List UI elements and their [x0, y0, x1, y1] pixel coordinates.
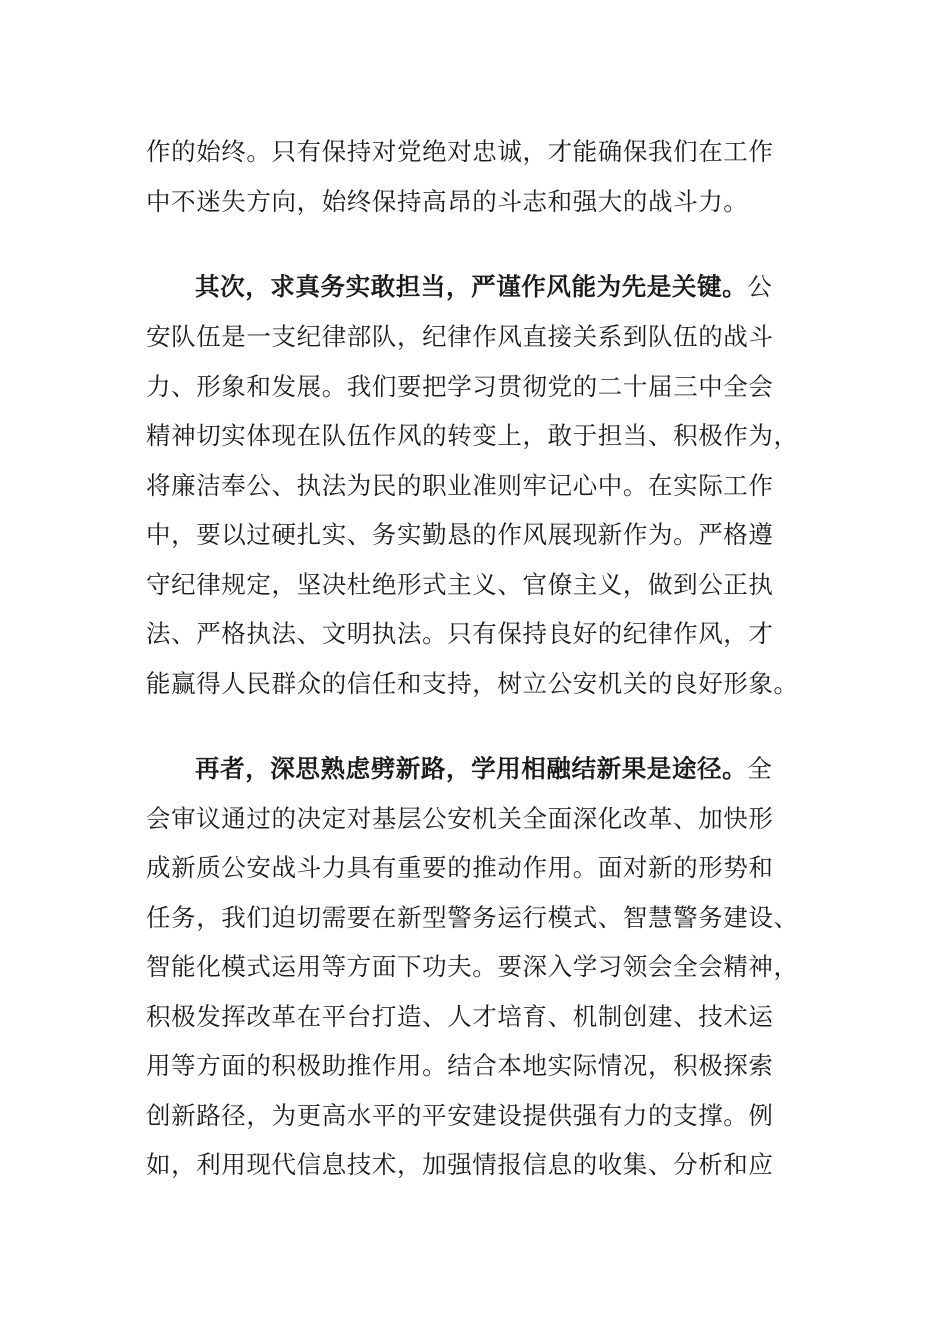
text-line: 任务，我们迫切需要在新型警务运行模式、智慧警务建设、 — [146, 903, 799, 932]
text-line: 会审议通过的决定对基层公安机关全面深化改革、加快形 — [146, 804, 774, 833]
text-line: 成新质公安战斗力具有重要的推动作用。面对新的形势和 — [146, 853, 774, 882]
text-line: 如，利用现代信息技术，加强情报信息的收集、分析和应 — [146, 1150, 774, 1179]
text-line: 创新路径，为更高水平的平安建设提供强有力的支撑。例 — [146, 1101, 774, 1130]
text-line: 将廉洁奉公、执法为民的职业准则牢记心中。在实际工作 — [146, 471, 774, 500]
text-line: 智能化模式运用等方面下功夫。要深入学习领会全会精神， — [146, 952, 799, 981]
text-line: 用等方面的积极助推作用。结合本地实际情况，积极探索 — [146, 1051, 774, 1080]
text-run: 全 — [747, 754, 773, 783]
section-heading: 再者，深思熟虑劈新路，学用相融结新果是途径。 — [195, 754, 748, 783]
text-line: 中，要以过硬扎实、务实勤恳的作风展现新作为。严格遵 — [146, 520, 774, 549]
text-run: 公 — [747, 272, 773, 301]
text-line: 守纪律规定，坚决杜绝形式主义、官僚主义，做到公正执 — [146, 570, 774, 599]
section-heading: 其次，求真务实敢担当，严谨作风能为先是关键。 — [195, 272, 748, 301]
text-line: 中不迷失方向，始终保持高昂的斗志和强大的战斗力。 — [146, 187, 749, 216]
text-line: 安队伍是一支纪律部队，纪律作风直接关系到队伍的战斗 — [146, 322, 774, 351]
text-line: 能赢得人民群众的信任和支持，树立公安机关的良好形象。 — [146, 669, 799, 698]
paragraph-first-line — [195, 752, 772, 786]
text-line: 法、严格执法、文明执法。只有保持良好的纪律作风，才 — [146, 619, 774, 648]
text-line: 作的始终。只有保持对党绝对忠诚，才能确保我们在工作 — [146, 137, 774, 166]
text-line: 力、形象和发展。我们要把学习贯彻党的二十届三中全会 — [146, 372, 774, 401]
text-line: 精神切实体现在队伍作风的转变上，敢于担当、积极作为， — [146, 421, 799, 450]
text-line: 积极发挥改革在平台打造、人才培育、机制创建、技术运 — [146, 1002, 774, 1031]
paragraph-first-line — [195, 270, 772, 304]
